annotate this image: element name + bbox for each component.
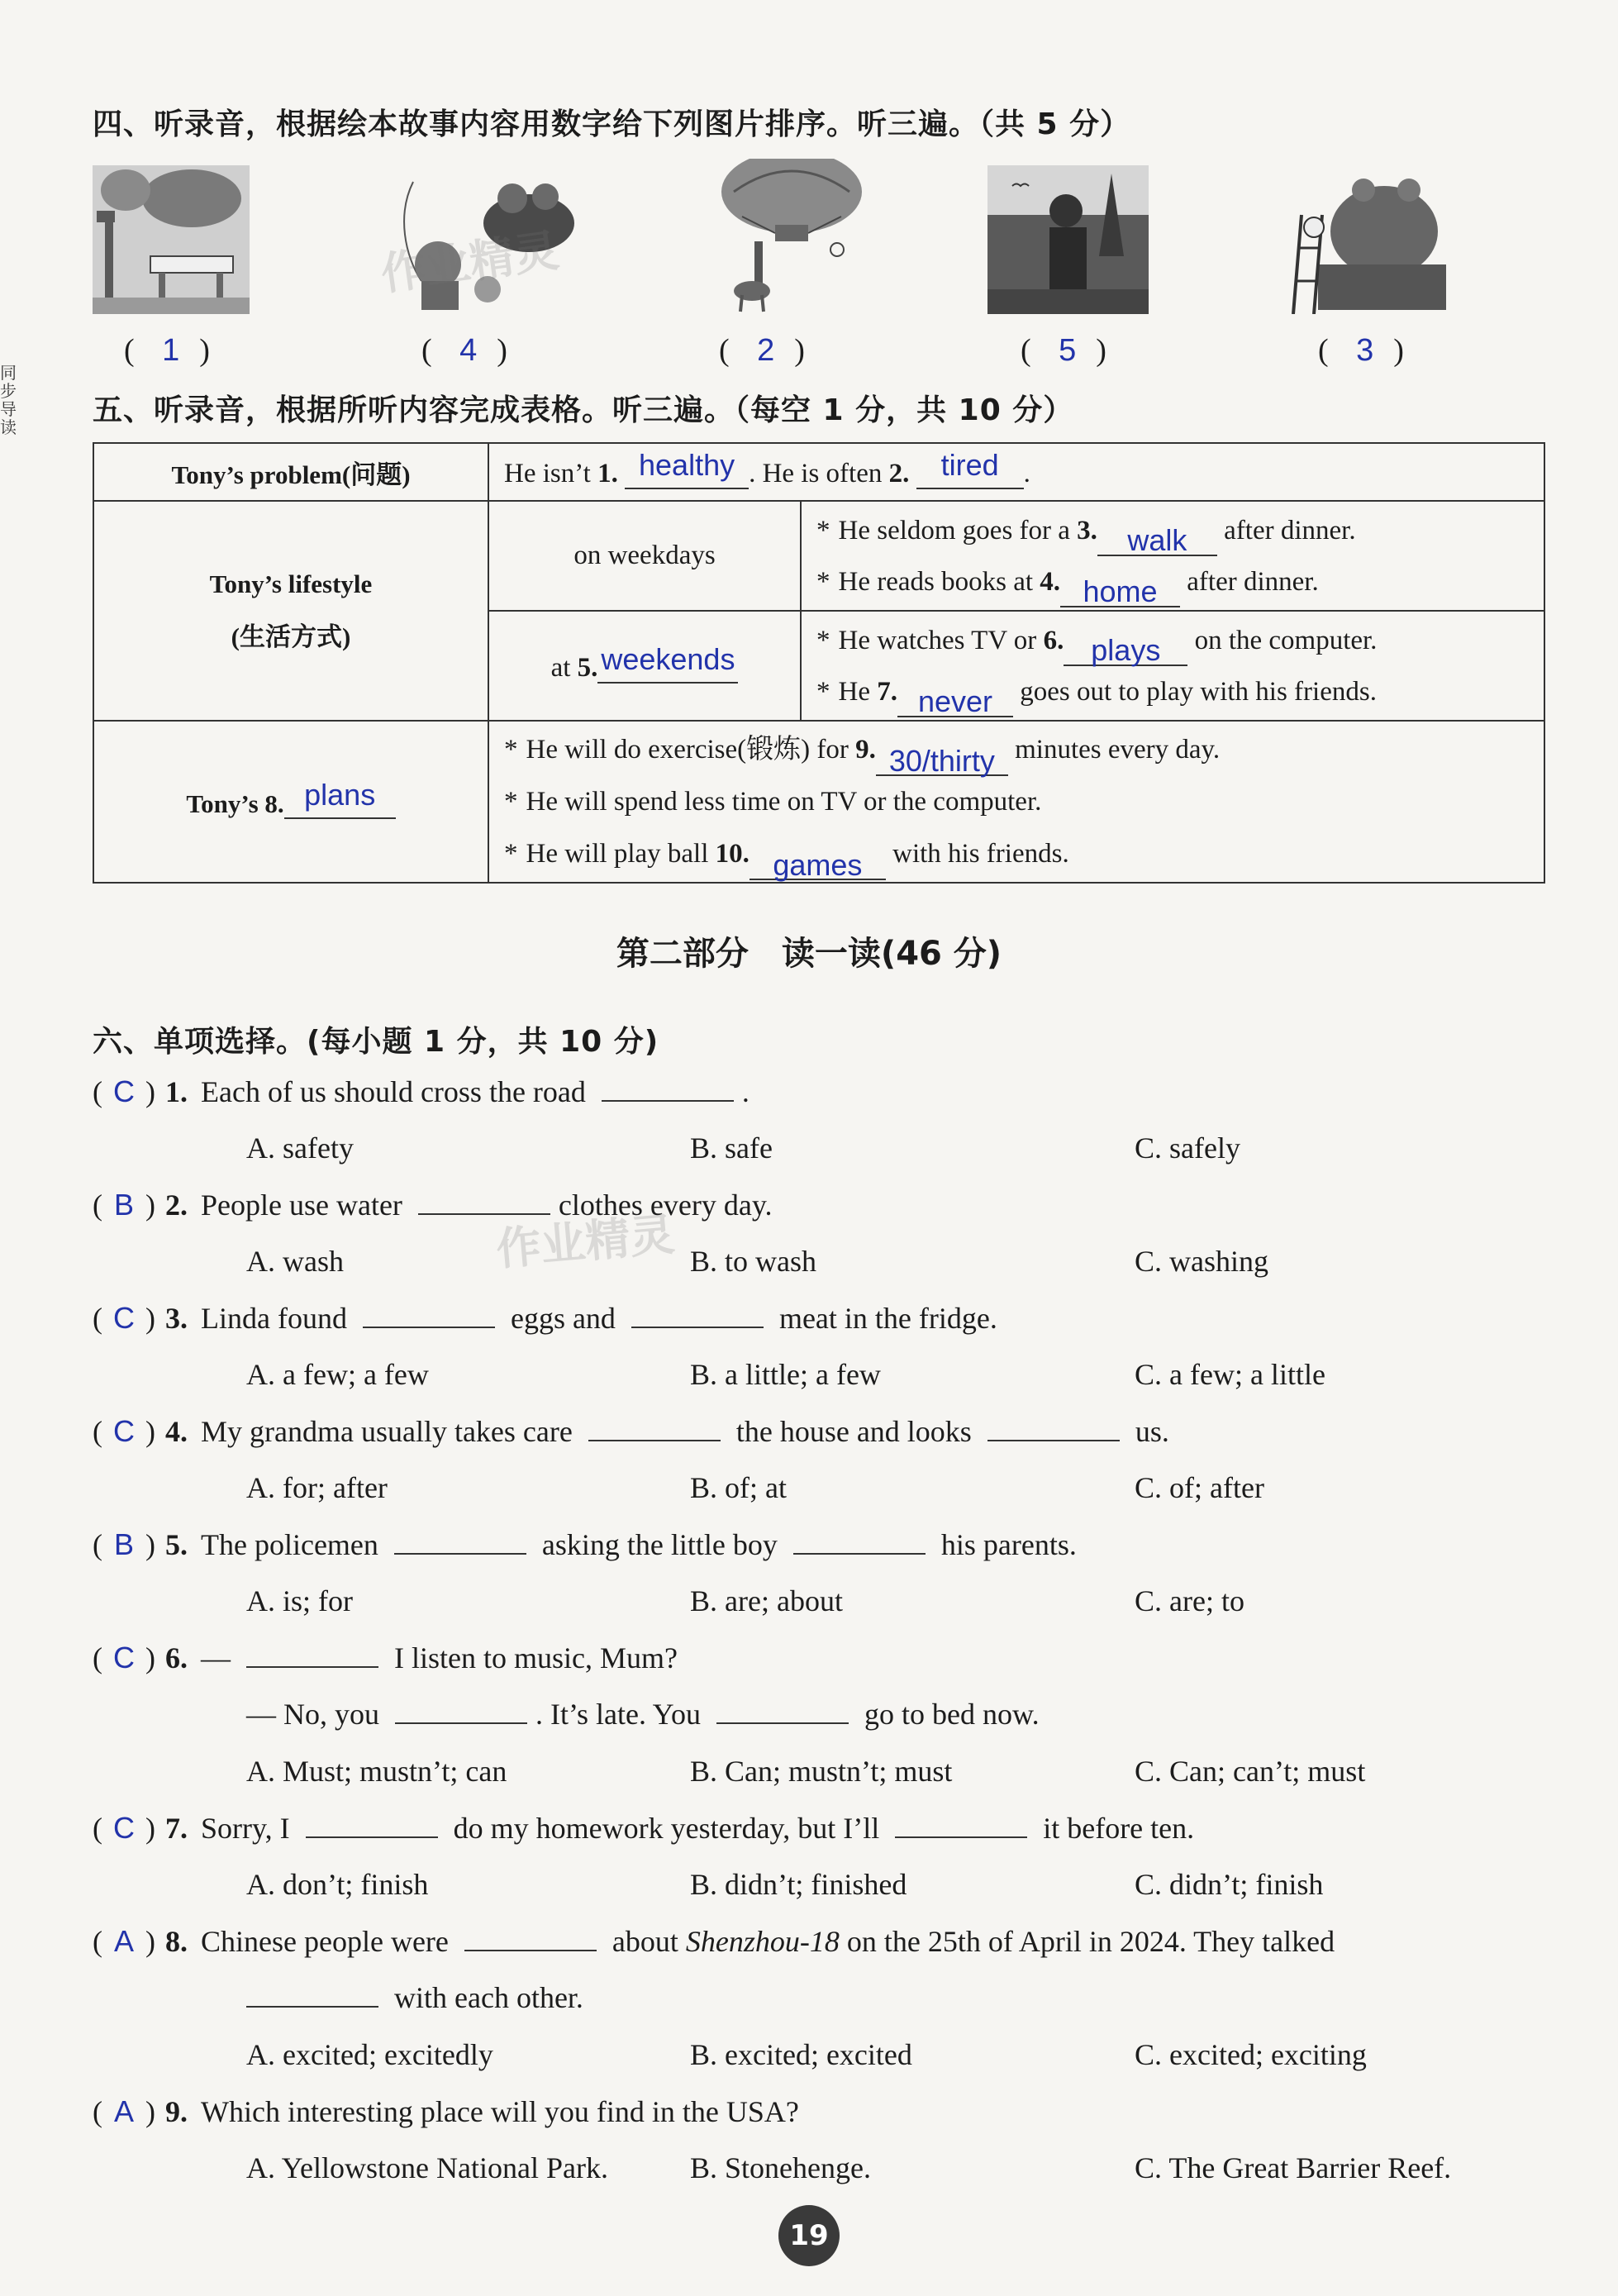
choice-answer-9: A [113,2094,134,2128]
blank-10[interactable] [750,846,886,880]
watermark-1: 作业精灵 [378,224,562,301]
question-4: ( C ) 4. My grandma usually takes care the house and looks us. [93,1414,1169,1448]
choice-answer-6: C [113,1641,135,1674]
answer-paren-2[interactable]: ( B ) [93,1188,155,1222]
choice-answer-2: B [113,1188,134,1222]
q8-blank-2[interactable] [246,1981,378,2008]
answer-2: tired [940,448,999,482]
page-number: 19 [778,2205,840,2266]
q9-option-c[interactable]: C. The Great Barrier Reef. [1135,2151,1452,2184]
blank-5[interactable] [597,641,738,684]
choice-answer-7: C [113,1811,135,1845]
choice-answer-1: C [113,1074,135,1108]
q3-option-c[interactable]: C. a few; a little [1135,1358,1325,1391]
picture-5-answer: 3 [1356,333,1374,368]
q6-blank-1[interactable] [246,1641,378,1668]
q3-blank-1[interactable] [363,1302,495,1328]
answer-9: 30/thirty [888,743,995,778]
girl-eiffel-tower-icon [987,165,1149,314]
q7-blank-1[interactable] [306,1812,438,1838]
answer-paren-6[interactable]: ( C ) [93,1641,155,1674]
answer-paren-3[interactable]: ( C ) [93,1301,155,1335]
q7-option-a[interactable]: A. don’t; finish [246,1868,429,1901]
lifestyle-label-cn: (生活方式) [231,622,351,651]
question-7: ( C ) 7. Sorry, I do my homework yesterday, but I’ll it before ten. [93,1811,1195,1845]
picture-4-answer: 5 [1059,333,1077,368]
giraffe-balloon-icon [709,159,874,307]
q4-blank-1[interactable] [588,1415,721,1441]
q9-option-b[interactable]: B. Stonehenge. [690,2151,871,2184]
picture-3-answer-box[interactable]: ( 2 ) [719,333,805,368]
problem-cell: He isn’t 1. healthy . He is often 2. tired . [488,443,1544,501]
lifestyle-label-cell [93,501,488,721]
choice-answer-8: A [113,1924,134,1958]
question-6: ( C ) 6. — I listen to music, Mum? [93,1641,678,1674]
plans-cell: * He will do exercise(锻炼) for 9. 30/thirty minutes every day. * He will spend less time on TV or the computer. * He will play ball 10. games with his friends. [488,721,1544,883]
picture-4-answer-box[interactable]: ( 5 ) [1021,333,1106,368]
q6-option-c[interactable]: C. Can; can’t; must [1135,1755,1366,1788]
q1-option-b[interactable]: B. safe [690,1131,773,1165]
plans-label-cell: Tony’s 8. plans [93,721,488,883]
answer-paren-1[interactable]: ( C ) [93,1074,155,1108]
choice-answer-3: C [113,1301,135,1335]
watermark-2: 作业精灵 [494,1208,677,1276]
answer-paren-5[interactable]: ( B ) [93,1527,155,1561]
section4-title: 四、听录音，根据绘本故事内容用数字给下列图片排序。听三遍。（共 5 分） [93,107,1131,141]
picture-5-answer-box[interactable]: ( 3 ) [1318,333,1404,368]
blank-9[interactable] [876,741,1008,776]
q5-option-a[interactable]: A. is; for [246,1584,353,1617]
weekends-cell: at 5. weekends [488,611,801,721]
q2-option-c[interactable]: C. washing [1135,1245,1268,1278]
picture-2-answer: 4 [459,333,478,368]
question-8: ( A ) 8. Chinese people were about Shenzhou-18 on the 25th of April in 2024. They talked [93,1924,1335,1958]
q3-option-a[interactable]: A. a few; a few [246,1358,429,1391]
question-6-line-2: — No, you . It’s late. You go to bed now. [246,1698,1040,1731]
answer-6: plays [1091,632,1161,667]
choice-answer-5: B [113,1527,134,1561]
blank-7[interactable] [897,683,1013,717]
q7-option-b[interactable]: B. didn’t; finished [690,1868,907,1901]
answer-5: weekends [601,641,735,676]
q1-option-c[interactable]: C. safely [1135,1131,1240,1165]
answer-7: never [917,684,993,718]
blank-1[interactable] [625,448,749,489]
q6-option-b[interactable]: B. Can; mustn’t; must [690,1755,953,1788]
q8-option-c[interactable]: C. excited; exciting [1135,2038,1367,2071]
q9-option-a[interactable]: A. Yellowstone National Park. [246,2151,608,2184]
blank-6[interactable] [1064,631,1187,666]
q2-option-a[interactable]: A. wash [246,1245,344,1278]
q5-option-c[interactable]: C. are; to [1135,1584,1244,1617]
q8-blank-1[interactable] [464,1925,597,1951]
question-2: ( B ) 2. People use water clothes every day. [93,1188,773,1222]
answer-1: healthy [639,448,735,482]
part2-title: 第二部分 读一读(46 分) [616,935,1002,973]
q5-option-b[interactable]: B. are; about [690,1584,843,1617]
q1-option-a[interactable]: A. safety [246,1131,354,1165]
section6-title: 六、单项选择。(每小题 1 分，共 10 分) [93,1025,659,1059]
q4-option-b[interactable]: B. of; at [690,1471,787,1504]
blank-3[interactable] [1097,522,1217,556]
q6-blank-3[interactable] [716,1698,849,1724]
giraffe-zoo-icon [93,165,250,314]
picture-1-answer: 1 [162,333,180,368]
question-8-line-2: with each other. [246,1980,583,2015]
blank-4[interactable] [1060,573,1180,607]
weekdays-cell: * He seldom goes for a 3. walk after dinner. * He reads books at 4. home after dinner. [801,501,1544,611]
answer-paren-7[interactable]: ( C ) [93,1811,155,1845]
answer-8: plans [304,778,376,812]
q6-option-a[interactable]: A. Must; mustn’t; can [246,1755,507,1788]
q4-option-a[interactable]: A. for; after [246,1471,388,1504]
hippo-ladder-icon [1285,165,1446,314]
answer-paren-8[interactable]: ( A ) [93,1924,155,1958]
picture-1-answer-box[interactable]: ( 1 ) [124,333,210,368]
problem-label: Tony’s problem(问题) [93,443,488,501]
q5-blank-1[interactable] [394,1528,526,1555]
answer-4: home [1083,574,1158,608]
q4-option-c[interactable]: C. of; after [1135,1471,1264,1504]
q8-option-b[interactable]: B. excited; excited [690,2038,912,2071]
q3-blank-2[interactable] [631,1302,764,1328]
blank-8[interactable] [284,778,396,819]
choice-answer-4: C [113,1414,135,1448]
q7-blank-2[interactable] [895,1812,1027,1838]
question-1: ( C ) 1. Each of us should cross the road . [93,1074,750,1108]
side-margin-text: 同步导读 [0,363,17,437]
picture-2-answer-box[interactable]: ( 4 ) [421,333,507,368]
q7-option-c[interactable]: C. didn’t; finish [1135,1868,1324,1901]
answer-10: games [773,847,863,882]
question-3: ( C ) 3. Linda found eggs and meat in the fridge. [93,1301,997,1335]
q4-blank-2[interactable] [987,1415,1120,1441]
answer-3: walk [1127,522,1187,557]
question-9: ( A ) 9. Which interesting place will you find in the USA? [93,2094,799,2128]
q3-option-b[interactable]: B. a little; a few [690,1358,881,1391]
lifestyle-table [93,442,1545,884]
lifestyle-label: Tony’s lifestyle [209,569,373,598]
q5-blank-2[interactable] [793,1528,926,1555]
q1-blank[interactable] [602,1075,734,1102]
weekdays-label: on weekdays [488,501,801,611]
q2-option-b[interactable]: B. to wash [690,1245,816,1278]
q6-blank-2[interactable] [395,1698,527,1724]
q8-option-a[interactable]: A. excited; excitedly [246,2038,493,2071]
blank-2[interactable] [916,448,1024,489]
answer-paren-9[interactable]: ( A ) [93,2094,155,2128]
question-5: ( B ) 5. The policemen asking the little boy his parents. [93,1527,1077,1561]
weekends-activities-cell: * He watches TV or 6. plays on the computer. * He 7. never goes out to play with his friends. [801,611,1544,721]
section5-title: 五、听录音，根据所听内容完成表格。听三遍。（每空 1 分，共 10 分） [93,393,1074,427]
answer-paren-4[interactable]: ( C ) [93,1414,155,1448]
picture-3-answer: 2 [757,333,775,368]
